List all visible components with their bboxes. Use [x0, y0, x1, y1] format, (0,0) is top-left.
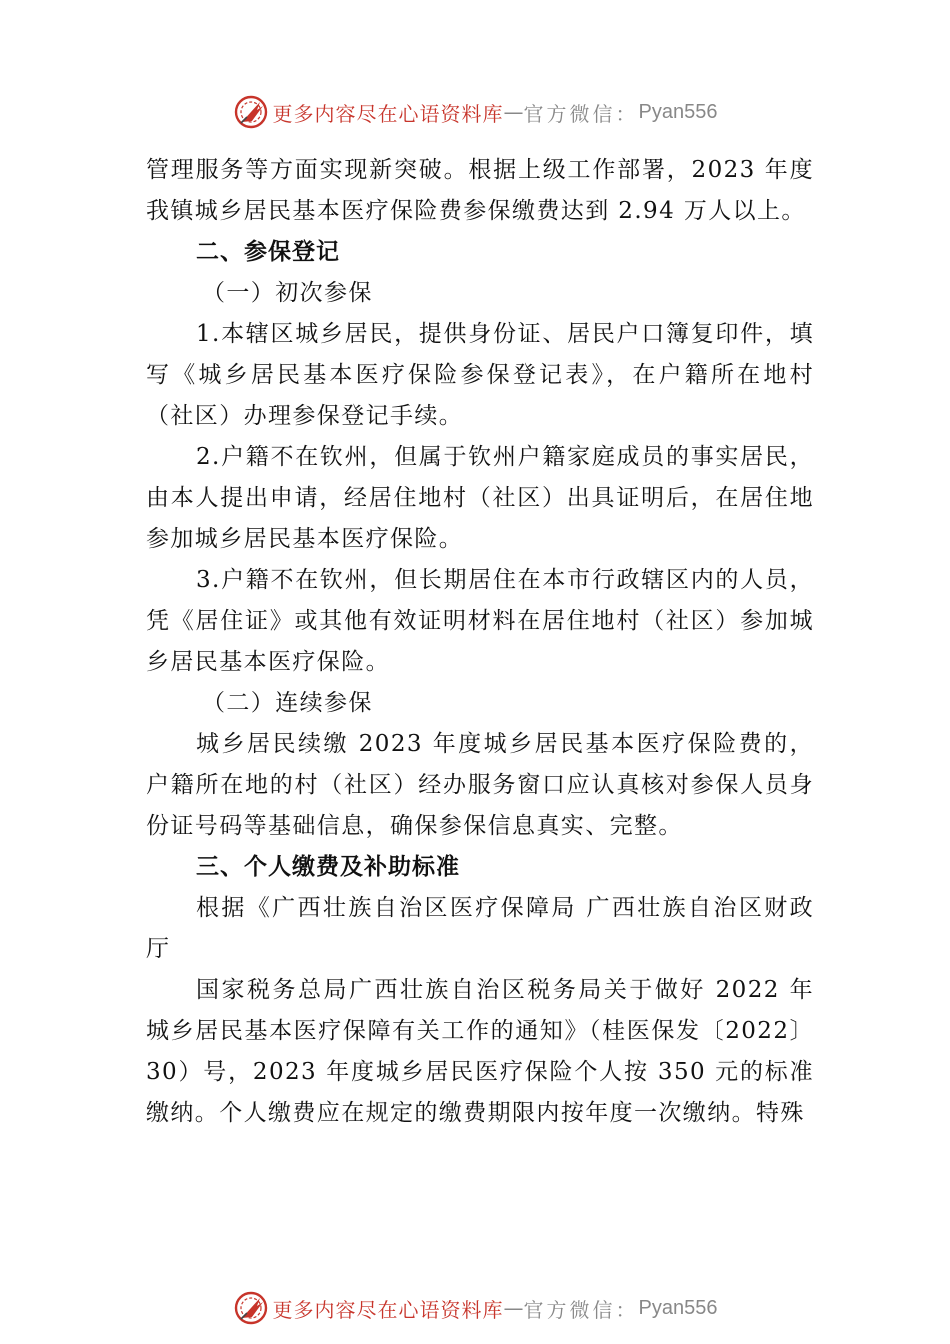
watermark-main-text: 更多内容尽在心语资料库 — [272, 101, 504, 126]
watermark-main-text: 更多内容尽在心语资料库 — [272, 1297, 504, 1322]
subheading-first-enrollment: （一）初次参保 — [202, 280, 373, 306]
watermark-dash: — — [503, 1296, 524, 1320]
watermark-account: Pyan556 — [638, 100, 718, 123]
paragraph-item-2: 2.户籍不在钦州，但属于钦州户籍家庭成员的事实居民，由本人提出申请，经居住地村（社区）出具证明后，在居住地参加城乡居民基本医疗保险。 — [146, 444, 814, 552]
paragraph-continued-enrollment: 城乡居民续缴 2023 年度城乡居民基本医疗保险费的，户籍所在地的村（社区）经办服务窗口应认真核对参保人员身份证号码等基础信息，确保参保信息真实、完整。 — [146, 731, 814, 839]
paragraph-item-1: 1.本辖区城乡居民，提供身份证、居民户口簿复印件，填写《城乡居民基本医疗保险参保登记表》，在户籍所在地村（社区）办理参保登记手续。 — [146, 321, 814, 429]
paragraph-payment-standard: 国家税务总局广西壮族自治区税务局关于做好 2022 年城乡居民基本医疗保障有关工作的通知》（桂医保发〔2022〕30）号，2023 年度城乡居民医疗保险个人按 350 元的标准缴纳。个人缴费应在规定的缴费期限内按年度一次缴纳。特殊 — [146, 977, 814, 1126]
watermark-label: 官方微信： — [523, 101, 639, 126]
watermark-footer — [0, 1288, 950, 1328]
subheading-continued-enrollment: （二）连续参保 — [202, 690, 373, 716]
section-heading-payment-standard: 三、个人缴费及补助标准 — [196, 854, 460, 880]
section-heading-registration: 二、参保登记 — [196, 239, 340, 265]
quill-seal-icon — [233, 94, 269, 130]
watermark-header — [0, 92, 950, 132]
paragraph-item-3: 3.户籍不在钦州，但长期居住在本市行政辖区内的人员，凭《居住证》或其他有效证明材料在居住地村（社区）参加城乡居民基本医疗保险。 — [146, 567, 814, 675]
watermark-account: Pyan556 — [638, 1296, 718, 1319]
paragraph-basis: 根据《广西壮族自治区医疗保障局 广西壮族自治区财政厅 — [146, 895, 814, 962]
document-body — [146, 150, 814, 1134]
quill-seal-icon — [233, 1290, 269, 1326]
watermark-dash: — — [503, 100, 524, 124]
watermark-label: 官方微信： — [523, 1297, 639, 1322]
paragraph-continued: 管理服务等方面实现新突破。根据上级工作部署，2023 年度我镇城乡居民基本医疗保险费参保缴费达到 2.94 万人以上。 — [146, 157, 814, 224]
